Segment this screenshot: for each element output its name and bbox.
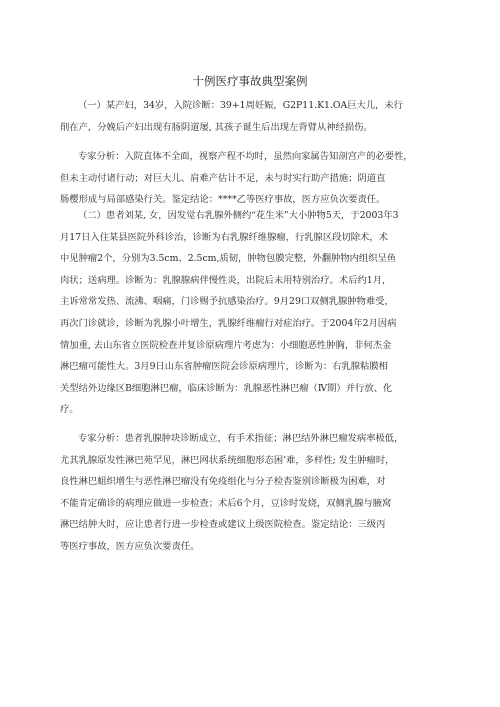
paragraph-analysis-2 bbox=[60, 428, 440, 558]
paragraph-line: 尤其乳腺原发性淋巴苑罕见，淋巴网状系统细胞形态困’难，多样性; 发生肿瘤时， bbox=[60, 454, 395, 466]
paragraph-line: 淋巴结肿大时，应让患者行进一步检查或建议上级医院检查。鉴定结论：三级丙 bbox=[60, 519, 386, 531]
document-title: 十例医疗事故典型案例 bbox=[192, 74, 308, 88]
paragraph-line: 专家分析：入院直体不全面，视察产程不均时，虽然向家属告知剖宫产的必要性， bbox=[78, 151, 413, 162]
paragraph-line: （一）某产妇，34岁，入院诊断：39+1周妊娠，G2P11.K1.OA巨大儿，未行 bbox=[78, 100, 404, 111]
paragraph-line: 中见肿瘤2个，分别为3.5cm、2.5cm,质韧，肿物包膜完整，外翻肿物内组织呈鱼 bbox=[60, 253, 397, 265]
paragraph-line: 良性淋巴蛆织增生与恶性淋巴瘤没有免疫组化与分子检杳鉴别诊断极为困难，对 bbox=[60, 476, 386, 488]
paragraph-line: 不能肯定确诊的病理应做进一步检查；术后6个月，豆诊时发烧，双侧乳腺与腋窝 bbox=[60, 497, 392, 509]
paragraph-line: 主诉常常发热、流沸、咽痛，门诊赐予抗感染治疗。9月29口双侧乳腺肿物难受， bbox=[60, 296, 394, 308]
paragraph-line: （二）患者刘某, 女，因发觉右乳腺外侧约“花生米”大小肿物5天，于2003年3 bbox=[78, 210, 399, 221]
paragraph-line: 再次门诊就诊，诊断为乳腺小叶增生，乳腺纤维瘤行对症治疗。于2004年2月因病 bbox=[60, 317, 397, 329]
paragraph-case-1 bbox=[60, 95, 440, 138]
paragraph-line: 专家分析：患者乳腺肿块诊断成立，有手术指征；淋巴结外淋巴瘤发病率极低， bbox=[78, 433, 404, 444]
paragraph-line: 等医疗事故，医方应负次要责任。 bbox=[60, 540, 200, 552]
paragraph-analysis-1 bbox=[60, 146, 440, 211]
paragraph-line: 关型结外边缘区B细胞淋巴瘤，临床诊断为：乳腺恶性淋巴瘤（Ⅳ期）并行放、化 bbox=[60, 382, 393, 394]
paragraph-line: 淋巴瘤可能性大。3月9日山东省肿瘤医院会诊原病理片，诊断为：右乳腺粘膜相 bbox=[60, 361, 388, 373]
paragraph-line: 但未主动付诸行动；对巨大儿、肩难产估计不足，未与时实行助产措施；阴道直 bbox=[60, 172, 386, 184]
paragraph-line: 月17日入住某县医院外科诊治，诊断为右乳腺纤维腺瘤，行乳腺区段切除术，术 bbox=[60, 231, 388, 243]
paragraph-case-2 bbox=[60, 205, 440, 421]
paragraph-line: 削在产，分娩后产妇出现有肠阴道屡, 其孩子诞生后出现左背臂从神经损伤。 bbox=[60, 121, 373, 133]
paragraph-line: 肉状；送病理。诊断为：乳腺腺病伴慢性炎，出院后未用特别治疗。术后约1月， bbox=[60, 274, 392, 286]
paragraph-line: 肠樱形成与局部感染行关。鉴定结论：****乙等医疗事故，医方应负次要责任。 bbox=[60, 194, 386, 206]
paragraph-line: 疗。 bbox=[60, 404, 79, 416]
paragraph-line: 情加重, 去山东省立医院检查并复诊原病理片考虑为：小细胞恶性肿胸，非何杰金 bbox=[60, 339, 392, 351]
